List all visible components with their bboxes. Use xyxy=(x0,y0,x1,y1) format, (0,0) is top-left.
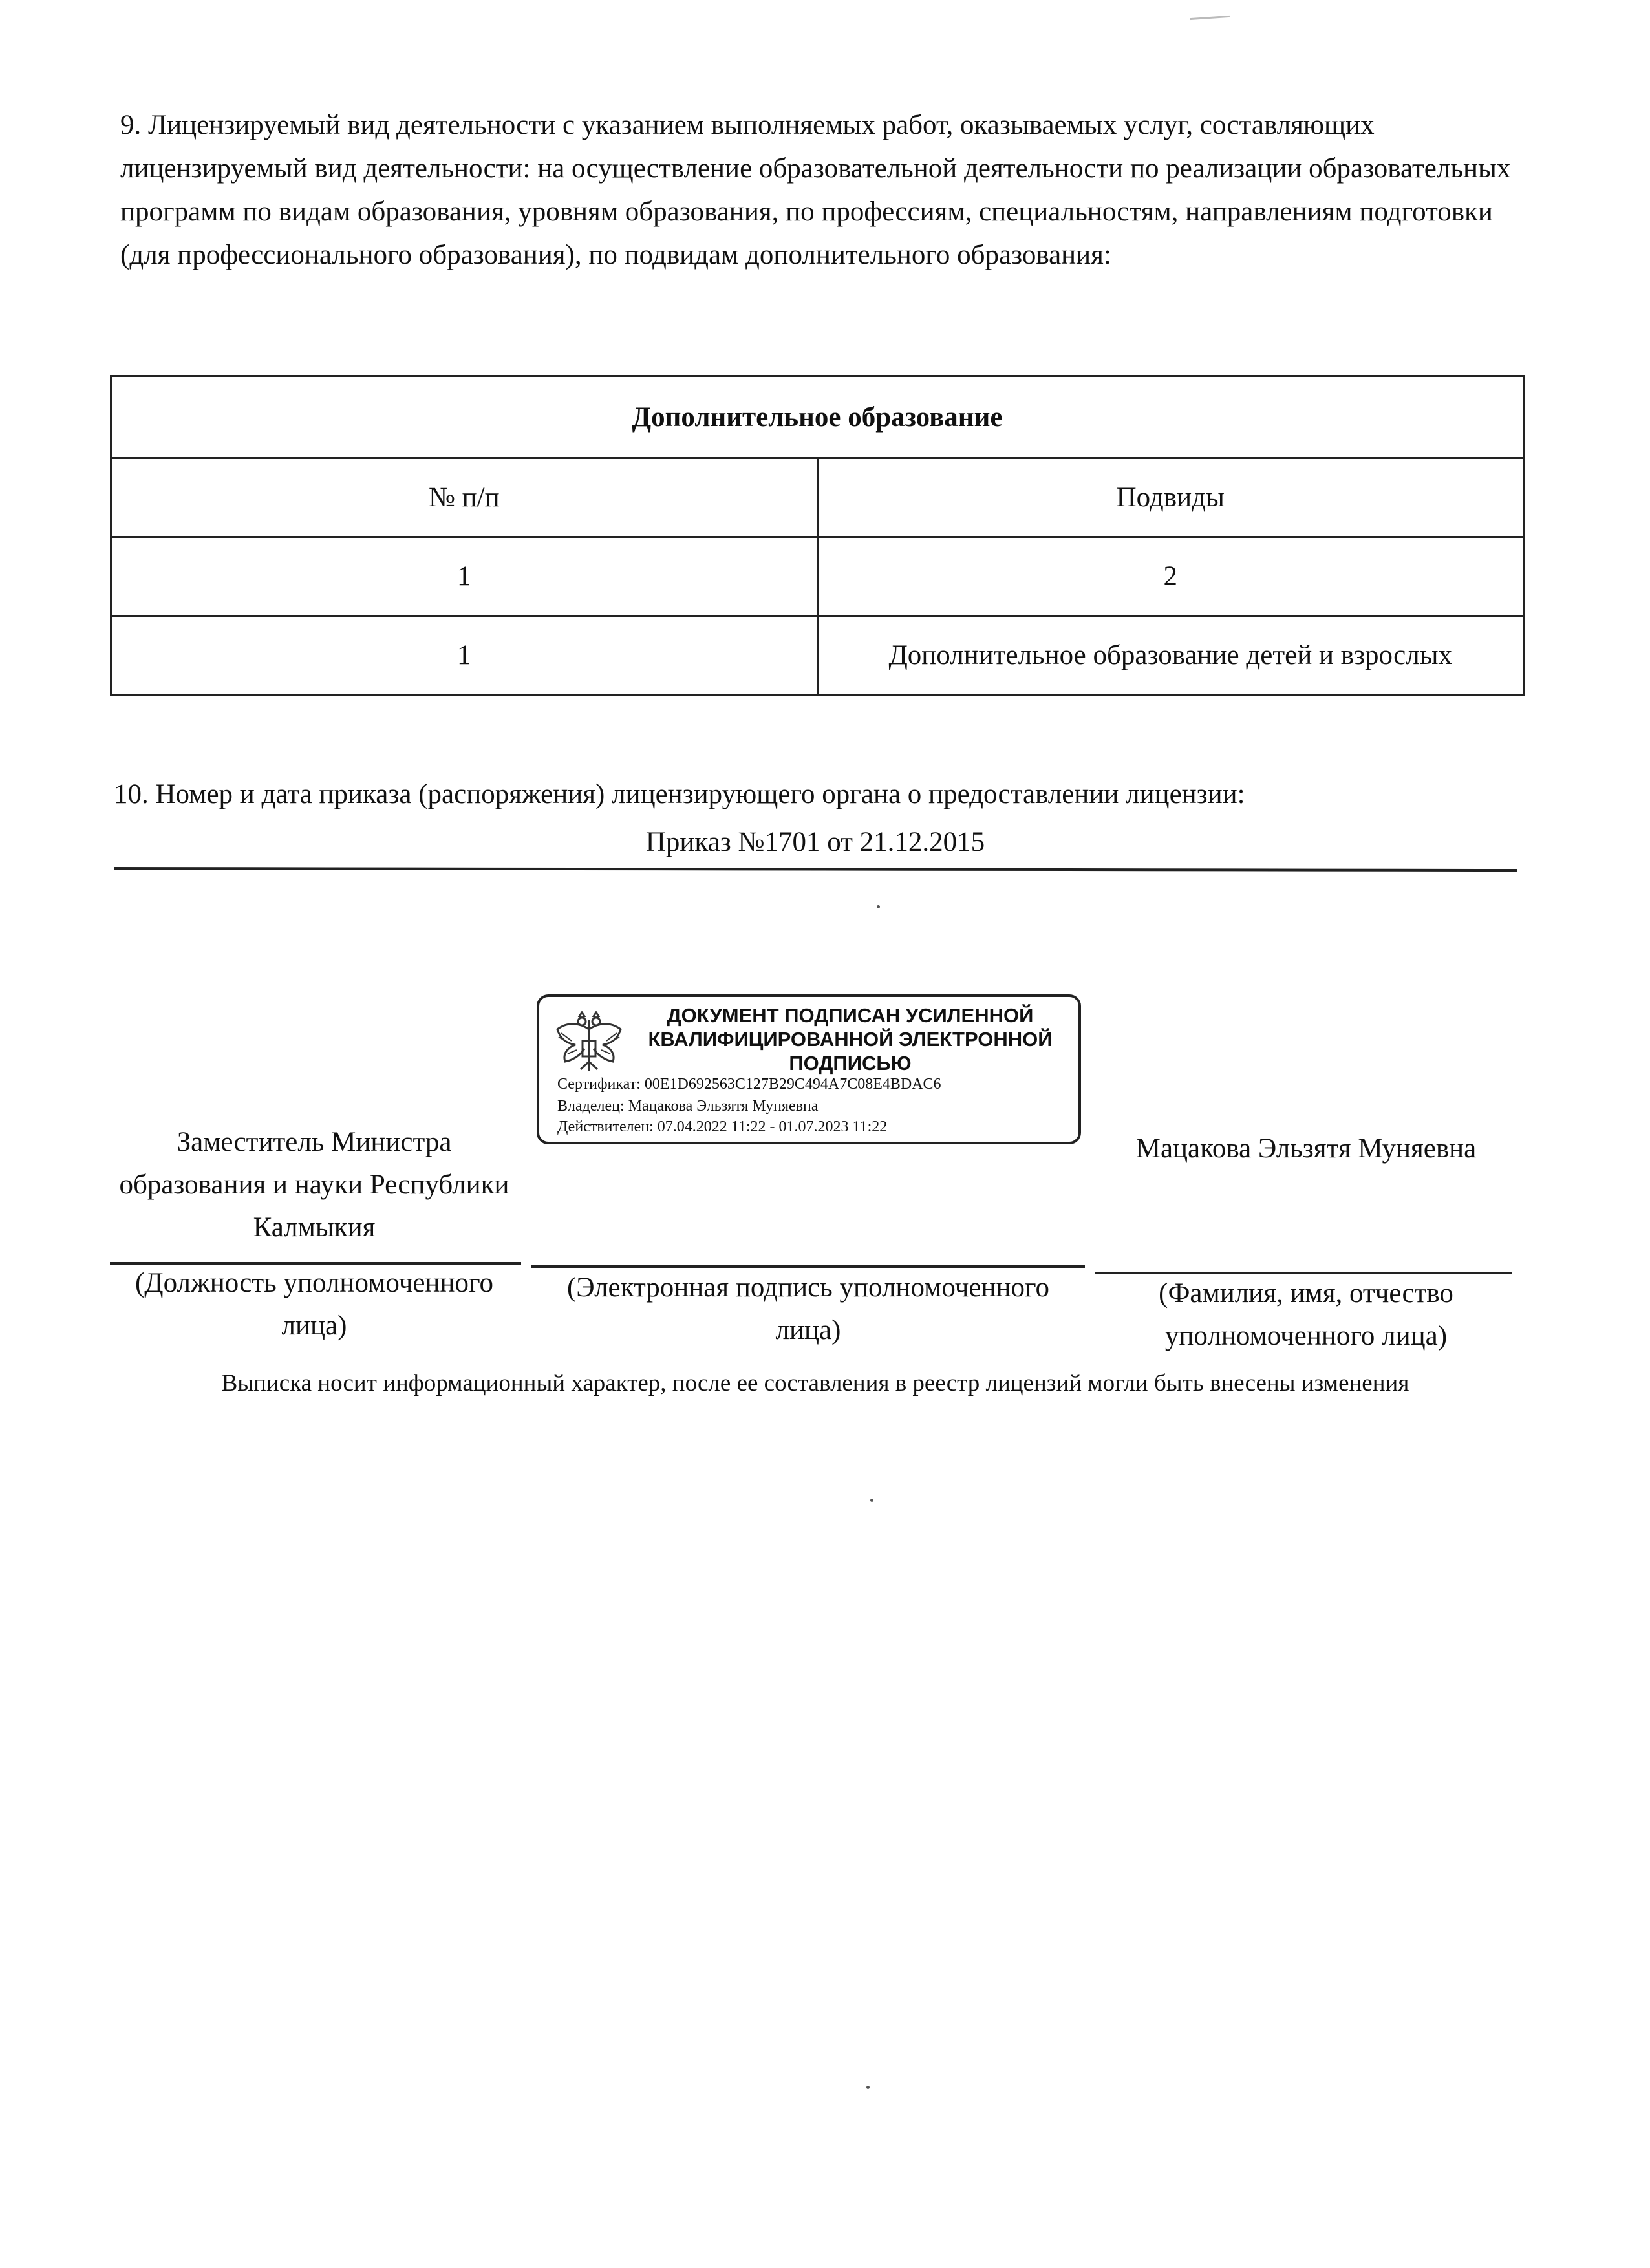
coat-of-arms-icon xyxy=(552,1007,626,1077)
stamp-validity: Действителен: 07.04.2022 11:22 - 01.07.2023 11:22 xyxy=(557,1118,888,1135)
column-header-number: № п/п xyxy=(111,458,818,537)
table-cell: 2 xyxy=(817,537,1524,616)
scan-speck xyxy=(866,2086,870,2089)
order-number: Приказ №1701 от 21.12.2015 xyxy=(645,827,985,857)
table-cell: 1 xyxy=(111,537,818,616)
signer-name: Мацакова Эльзятя Муняевна xyxy=(1135,1133,1477,1164)
scan-artifact xyxy=(1190,16,1230,20)
table-row xyxy=(111,616,1524,695)
stamp-certificate: Сертификат: 00E1D692563C127B29C494A7C08E4BDAC6 xyxy=(557,1076,941,1093)
scan-speck xyxy=(877,905,880,908)
position-caption: (Должность уполномоченного лица) xyxy=(134,1268,494,1341)
subtypes-table xyxy=(110,375,1525,696)
signature-stamp xyxy=(537,994,1081,1144)
table-cell: 1 xyxy=(111,616,818,695)
signature-caption: (Электронная подпись уполномоченного лица) xyxy=(566,1272,1050,1345)
stamp-owner: Владелец: Мацакова Эльзятя Муняевна xyxy=(557,1098,819,1115)
scan-speck xyxy=(870,1499,873,1502)
column-header-subtypes: Подвиды xyxy=(817,458,1524,537)
stamp-title: ДОКУМЕНТ ПОДПИСАН УСИЛЕННОЙ КВАЛИФИЦИРОВАННОЙ ЭЛЕКТРОННОЙ ПОДПИСЬЮ xyxy=(648,1004,1053,1075)
signer-position: Заместитель Министра образования и науки Республики Калмыкия xyxy=(119,1127,509,1243)
footnote: Выписка носит информационный характер, после ее составления в реестр лицензий могли быть внесены изменения xyxy=(221,1370,1409,1396)
section-9-text: 9. Лицензируемый вид деятельности с указанием выполняемых работ, оказываемых услуг, составляющих лицензируемый вид деятельности: на осуществление образовательной деятельности по реализации образовательных программ по видам образования, уровням образования, по профессиям, специальностям, направлениям подготовки (для профессионального образования), по подвидам дополнительного образования: xyxy=(120,110,1511,270)
order-underline xyxy=(114,867,1517,872)
table-row xyxy=(111,537,1524,616)
table-title: Дополнительное образование xyxy=(111,376,1524,458)
name-caption: (Фамилия, имя, отчество уполномоченного лица) xyxy=(1159,1278,1453,1351)
section-10-text: 10. Номер и дата приказа (распоряжения) лицензирующего органа о предоставлении лицензии: xyxy=(114,779,1245,809)
table-cell: Дополнительное образование детей и взрослых xyxy=(817,616,1524,695)
